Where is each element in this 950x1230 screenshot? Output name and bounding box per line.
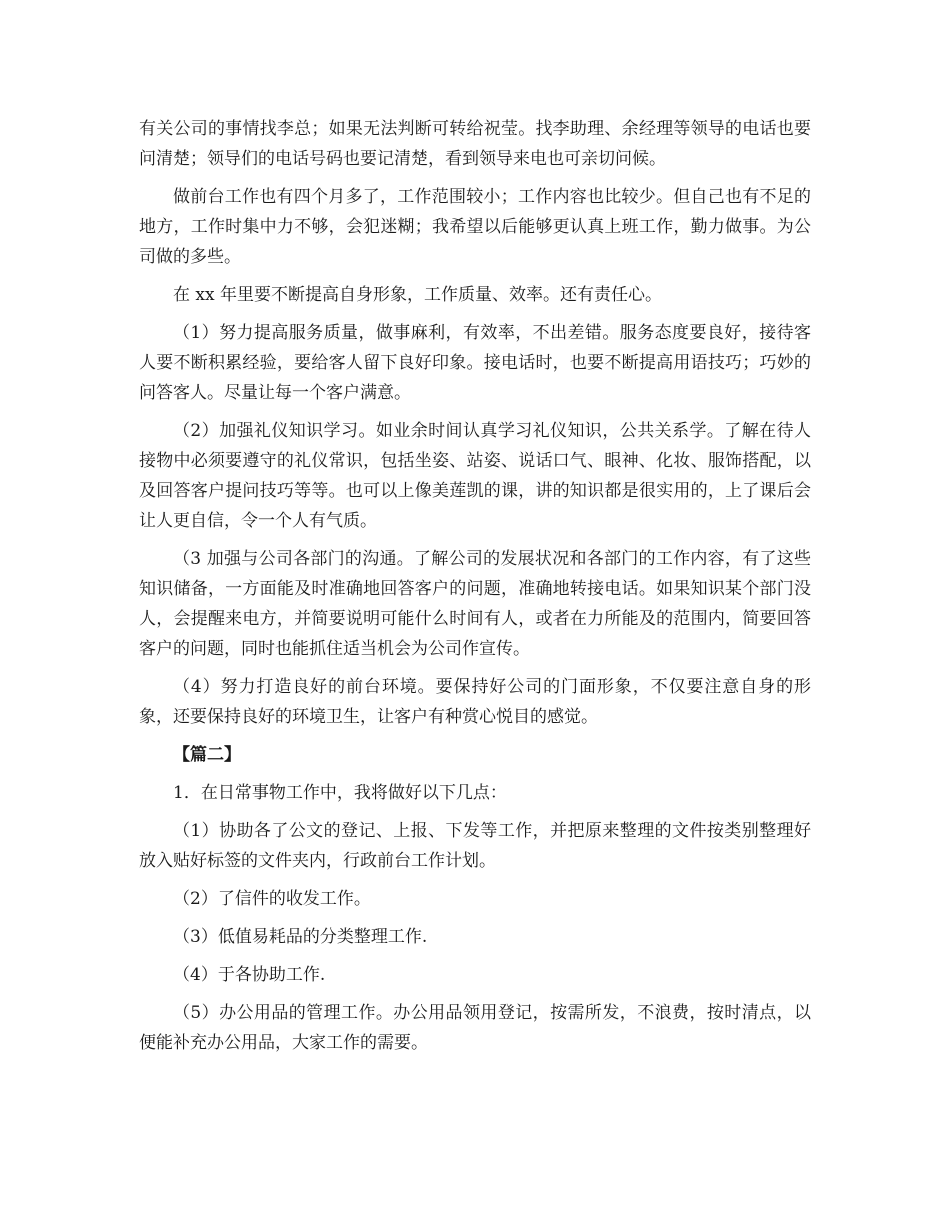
paragraph-item-assist: （4）于各协助工作. xyxy=(173,965,326,985)
paragraph-yearly-goal: 在 xx 年里要不断提高自身形象，工作质量、效率。还有责任心。 xyxy=(173,285,662,305)
paragraph-contact-instructions: 有关公司的事情找李总；如果无法判断可转给祝莹。找李助理、余经理等领导的电话也要问清楚；领导们的电话号码也要记清楚，看到领导来电也可亲切问候。 xyxy=(139,119,811,169)
paragraph-work-reflection: 做前台工作也有四个月多了，工作范围较小；工作内容也比较少。但自己也有不足的地方，工作时集中力不够，会犯迷糊；我希望以后能够更认真上班工作，勤力做事。为公司做的多些。 xyxy=(139,187,811,267)
paragraph-item-communication: （3 加强与公司各部门的沟通。了解公司的发展状况和各部门的工作内容，有了这些知识储备，一方面能及时准确地回答客户的问题，准确地转接电话。如果知识某个部门没人，会提醒来电方，并简要说明可能什么时间有人，或者在力所能及的范围内，简要回答客户的问题，同时也能抓住适当机会为公司作宣传。 xyxy=(139,549,811,659)
paragraph-item-documents: （1）协助各了公文的登记、上报、下发等工作，并把原来整理的文件按类别整理好放入贴好标签的文件夹内，行政前台工作计划。 xyxy=(139,821,811,871)
paragraph-item-etiquette: （2）加强礼仪知识学习。如业余时间认真学习礼仪知识，公共关系学。了解在待人接物中必须要遵守的礼仪常识，包括坐姿、站姿、说话口气、眼神、化妆、服饰搭配，以及回答客户提问技巧等等。也可以上像美莲凯的课，讲的知识都是很实用的，上了课后会让人更自信，令一个人有气质。 xyxy=(139,421,811,531)
paragraph-item-office-supplies: （5）办公用品的管理工作。办公用品领用登记，按需所发，不浪费，按时清点，以便能补充办公用品，大家工作的需要。 xyxy=(139,1003,811,1053)
paragraph-item-consumables: （3）低值易耗品的分类整理工作. xyxy=(173,927,428,947)
section-heading-part-two: 【篇二】 xyxy=(173,745,241,765)
document-body xyxy=(139,114,811,1066)
paragraph-item-environment: （4）努力打造良好的前台环境。要保持好公司的门面形象，不仅要注意自身的形象，还要保持良好的环境卫生，让客户有种赏心悦目的感觉。 xyxy=(139,677,811,727)
paragraph-item-service-quality: （1）努力提高服务质量，做事麻利，有效率，不出差错。服务态度要良好，接待客人要不断积累经验，要给客人留下良好印象。接电话时，也要不断提高用语技巧；巧妙的问答客人。尽量让每一个客户满意。 xyxy=(139,323,811,403)
paragraph-daily-work-intro: 1．在日常事物工作中，我将做好以下几点： xyxy=(173,783,507,803)
paragraph-item-mail: （2）了信件的收发工作。 xyxy=(173,889,371,909)
